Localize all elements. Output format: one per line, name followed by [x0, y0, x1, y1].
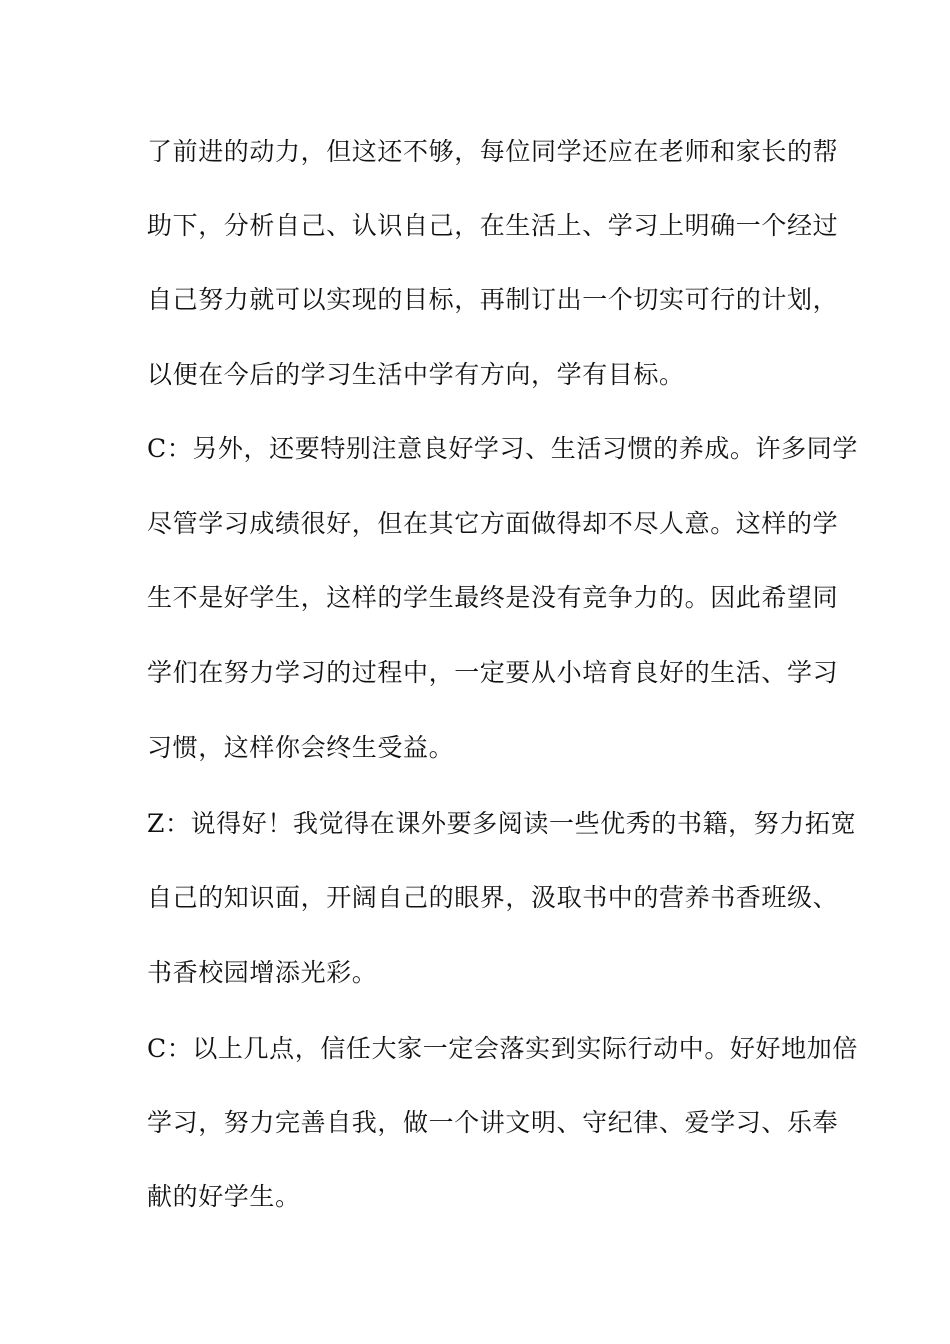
text-line-9: 习惯，这样你会终生受益。 — [147, 733, 455, 762]
text-line-5: C：另外，还要特别注意良好学习、生活习惯的养成。许多同学 — [147, 434, 858, 463]
text-line-8: 学们在努力学习的过程中，一定要从小培育良好的生活、学习 — [147, 658, 839, 687]
text-line-6: 尽管学习成绩很好，但在其它方面做得却不尽人意。这样的学 — [147, 509, 839, 538]
text-line-10: Z：说得好！我觉得在课外要多阅读一些优秀的书籍，努力拓宽 — [147, 809, 857, 838]
text-line-15: 献的好学生。 — [147, 1182, 301, 1211]
text-line-13: C：以上几点，信任大家一定会落实到实际行动中。好好地加倍 — [147, 1034, 858, 1063]
text-line-14: 学习，努力完善自我，做一个讲文明、守纪律、爱学习、乐奉 — [147, 1108, 839, 1137]
text-line-2: 助下，分析自己、认识自己，在生活上、学习上明确一个经过 — [147, 211, 839, 240]
text-line-1: 了前进的动力，但这还不够，每位同学还应在老师和家长的帮 — [147, 137, 839, 166]
text-line-4: 以便在今后的学习生活中学有方向，学有目标。 — [147, 360, 685, 389]
text-line-3: 自己努力就可以实现的目标，再制订出一个切实可行的计划， — [147, 285, 839, 314]
text-line-7: 生不是好学生，这样的学生最终是没有竞争力的。因此希望同 — [147, 583, 839, 612]
text-line-12: 书香校园增添光彩。 — [147, 958, 378, 987]
text-line-11: 自己的知识面，开阔自己的眼界，汲取书中的营养书香班级、 — [147, 883, 839, 912]
